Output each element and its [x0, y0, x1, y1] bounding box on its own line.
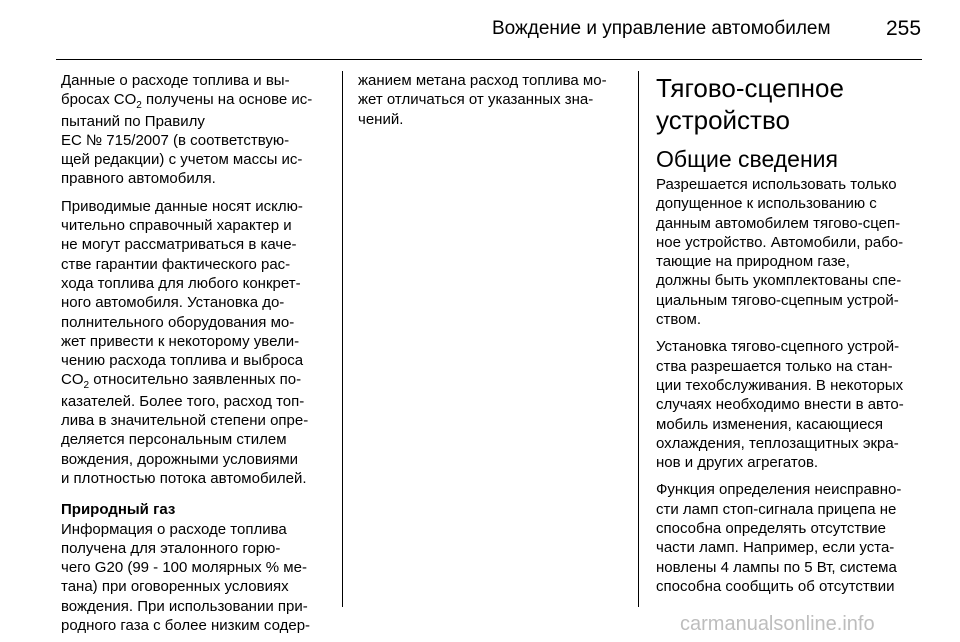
section-heading-line: Тягово-сцепное	[656, 73, 844, 103]
text-line: ства разрешается только на стан-	[656, 357, 893, 375]
paragraph-emissions-data	[61, 71, 337, 189]
text-line: лива в значительной степени опре-	[61, 412, 309, 430]
text-line: должны быть укомплектованы спе-	[656, 272, 902, 290]
subsection-heading: Общие сведения	[656, 146, 838, 172]
text-line: и плотностью потока автомобилей.	[61, 469, 307, 487]
text-line: правного автомобиля.	[61, 170, 216, 188]
paragraph-reference-data	[61, 197, 337, 488]
text-line: деляется персональным стилем	[61, 431, 287, 449]
text-line: щей редакции) с учетом массы ис-	[61, 151, 303, 169]
text-line: нов и других агрегатов.	[656, 454, 819, 472]
column-divider	[638, 71, 639, 607]
text-line: полнительного оборудования мо-	[61, 313, 295, 331]
paragraph-approved-device	[656, 175, 932, 329]
text-line: Данные о расходе топлива и вы-	[61, 72, 290, 89]
text-line: жанием метана расход топлива мо-	[358, 72, 607, 89]
subscript: 2	[136, 100, 142, 112]
page-header	[0, 0, 960, 62]
text-line: циальным тягово-сцепным устрой-	[656, 291, 899, 309]
text-line: бросах $CO_2$ получены на основе ис-	[61, 91, 313, 112]
text-line: жет отличаться от указанных зна-	[358, 91, 594, 109]
text-line: тана) при оговоренных условиях	[61, 578, 289, 596]
text-line: способна определять отсутствие	[656, 520, 886, 538]
column-2	[358, 71, 628, 129]
text-line: Разрешается использовать только	[656, 176, 897, 193]
text-line: чего G20 (99 - 100 молярных % ме-	[61, 559, 307, 577]
text-line: чению расхода топлива и выброса	[61, 352, 304, 370]
paragraph-lamp-detection	[656, 480, 932, 596]
text-line: случаях необходимо внести в авто-	[656, 396, 904, 414]
subheading-natural-gas: Природный газ	[61, 501, 176, 519]
paragraph-installation	[656, 337, 932, 472]
section-heading	[656, 73, 932, 135]
column-1	[61, 71, 337, 635]
text-line: стве гарантии фактического рас-	[61, 255, 291, 273]
text-line: новлены 4 лампы по 5 Вт, система	[656, 558, 897, 576]
text-line: ное устройство. Автомобили, рабо-	[656, 233, 904, 251]
column-divider	[342, 71, 343, 607]
text-line: казателей. Более того, расход топ-	[61, 392, 305, 410]
subscript: 2	[83, 380, 90, 392]
paragraph-continuation	[358, 71, 628, 129]
text-line: охлаждения, теплозащитных экра-	[656, 434, 899, 452]
text-line: сти ламп стоп-сигнала прицепа не	[656, 500, 897, 518]
text-line: хода топлива для любого конкрет-	[61, 274, 301, 292]
text-line: $CO_2$ относительно заявленных по-	[61, 371, 302, 392]
text-line: жет привести к некоторому увели-	[61, 332, 300, 350]
text-line: чительно справочный характер и	[61, 217, 292, 235]
paragraph-natural-gas	[61, 520, 337, 636]
text-line: Приводимые данные носят исклю-	[61, 197, 303, 215]
text-line: ции техобслуживания. В некоторых	[656, 376, 904, 394]
text-line: ством.	[656, 311, 701, 329]
text-line: части ламп. Например, если уста-	[656, 539, 895, 557]
watermark: carmanualsonline.info	[680, 613, 875, 635]
text-line: Функция определения неисправно-	[656, 481, 902, 499]
text-line: способна сообщить об отсутствии	[656, 577, 895, 595]
text-line: родного газа с более низким содер-	[61, 617, 311, 635]
text-line: ного автомобиля. Установка до-	[61, 294, 285, 312]
section-heading-line: устройство	[656, 105, 790, 135]
text-line: вождения, дорожными условиями	[61, 450, 299, 468]
text-line: данным автомобилем тягово-сцеп-	[656, 214, 901, 232]
text-line: чений.	[358, 110, 404, 128]
text-line: Информация о расходе топлива	[61, 520, 287, 538]
text-line: не могут рассматриваться в каче-	[61, 236, 297, 254]
text-line: допущенное к использованию с	[656, 195, 877, 213]
text-line: тающие на природном газе,	[656, 253, 850, 271]
text-line: мобиль изменения, касающиеся	[656, 415, 884, 433]
page-number: 255	[886, 17, 922, 40]
text-line: Установка тягово-сцепного устрой-	[656, 338, 900, 356]
header-title: Вождение и управление автомобилем	[492, 18, 831, 39]
column-3	[656, 71, 932, 596]
text-line: пытаний по Правилу	[61, 112, 205, 130]
header-divider	[56, 59, 922, 60]
text-line: получена для эталонного горю-	[61, 539, 281, 557]
text-line: ЕС № 715/2007 (в соответствую-	[61, 131, 290, 149]
text-line: вождения. При использовании при-	[61, 597, 308, 615]
